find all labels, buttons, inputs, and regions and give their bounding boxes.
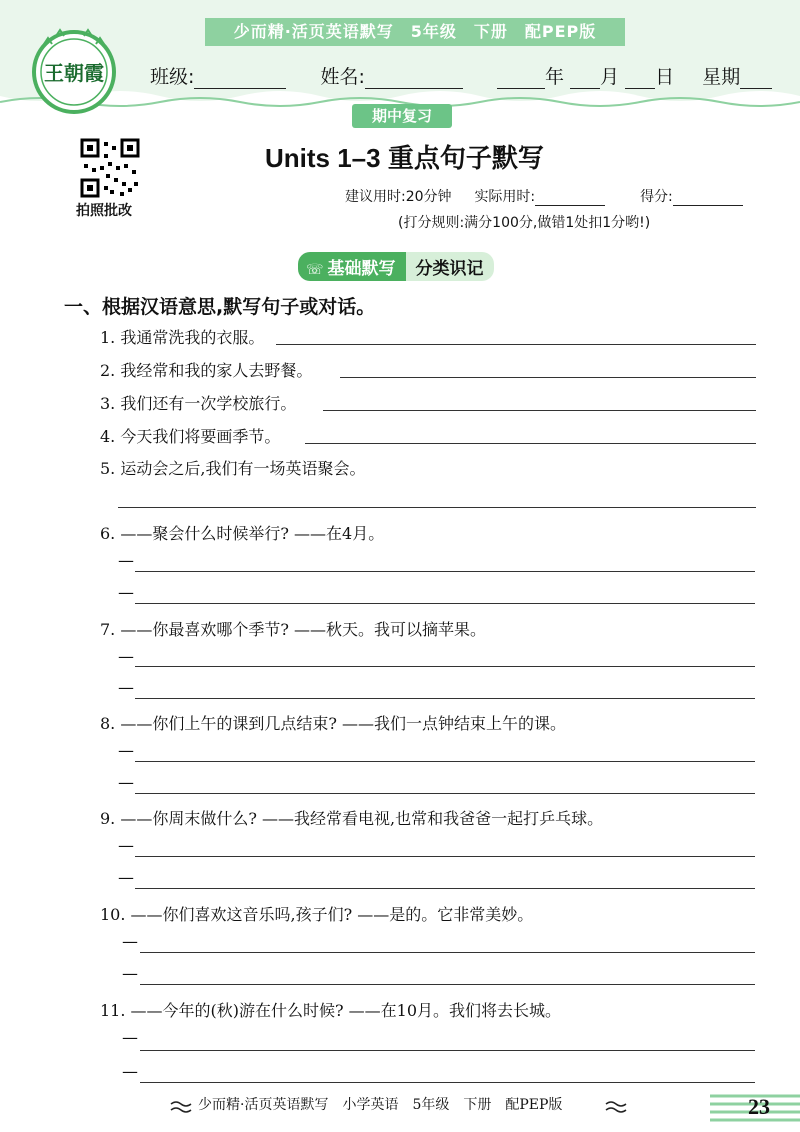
answer-line-7b[interactable] xyxy=(135,698,755,699)
dash: — xyxy=(118,678,134,697)
series-title-band: 少而精·活页英语默写 5年级 下册 配PEP版 xyxy=(205,18,625,46)
month-label: 月 xyxy=(600,66,620,88)
dash: — xyxy=(122,1028,138,1047)
year-field[interactable] xyxy=(497,68,545,89)
question-1: 1. 我通常洗我的衣服。 xyxy=(100,328,265,347)
answer-line-9a[interactable] xyxy=(135,856,755,857)
question-11: 11. ——今年的(秋)游在什么时候? ——在10月。我们将去长城。 xyxy=(100,1001,562,1020)
section-heading: 一、根据汉语意思,默写句子或对话。 xyxy=(64,296,376,318)
section-tag: 期中复习 xyxy=(352,104,452,128)
answer-line-2[interactable] xyxy=(340,377,756,378)
weekday-field[interactable] xyxy=(740,68,772,89)
question-6: 6. ——聚会什么时候举行? ——在4月。 xyxy=(100,524,385,543)
qr-code-icon[interactable] xyxy=(80,138,140,198)
dash: — xyxy=(122,932,138,951)
time-score-row xyxy=(345,186,743,206)
suggested-time: 建议用时:20分钟 xyxy=(345,189,452,205)
brand-logo xyxy=(26,22,146,118)
month-field[interactable] xyxy=(570,68,600,89)
name-label: 姓名: xyxy=(320,66,365,88)
dash: — xyxy=(118,551,134,570)
answer-line-4[interactable] xyxy=(305,443,756,444)
scoring-rule: (打分规则:满分100分,做错1处扣1分哟!) xyxy=(398,215,651,231)
svg-text:王朝霞: 王朝霞 xyxy=(44,61,104,85)
dash: — xyxy=(122,1062,138,1081)
answer-line-9b[interactable] xyxy=(135,888,755,889)
answer-line-7a[interactable] xyxy=(135,666,755,667)
question-4: 4. 今天我们将要画季节。 xyxy=(100,427,281,446)
qr-label: 拍照批改 xyxy=(76,203,132,219)
question-8: 8. ——你们上午的课到几点结束? ——我们一点钟结束上午的课。 xyxy=(100,714,567,733)
question-3: 3. 我们还有一次学校旅行。 xyxy=(100,394,297,413)
class-field[interactable] xyxy=(194,68,286,89)
wave-left-icon xyxy=(170,1100,194,1114)
actual-time-label: 实际用时: xyxy=(474,189,536,205)
day-label: 日 xyxy=(655,66,675,88)
name-field[interactable] xyxy=(365,68,463,89)
answer-line-10b[interactable] xyxy=(140,984,755,985)
question-9: 9. ——你周末做什么? ——我经常看电视,也常和我爸爸一起打乒乓球。 xyxy=(100,809,604,828)
dash: — xyxy=(118,868,134,887)
pill-left: ☏ 基础默写 xyxy=(298,252,406,281)
page-number: 23 xyxy=(748,1094,770,1119)
answer-line-11a[interactable] xyxy=(140,1050,755,1051)
question-7: 7. ——你最喜欢哪个季节? ——秋天。我可以摘苹果。 xyxy=(100,620,487,639)
answer-line-5[interactable] xyxy=(118,507,756,508)
class-label: 班级: xyxy=(150,66,195,88)
weekday-label: 星期 xyxy=(702,66,741,88)
wave-right-icon xyxy=(605,1100,629,1114)
student-info-row xyxy=(150,62,772,89)
score-label: 得分: xyxy=(640,189,673,205)
actual-time-field[interactable] xyxy=(535,191,605,206)
footer-text: 少而精·活页英语默写 小学英语 5年级 下册 配PEP版 xyxy=(198,1097,563,1113)
lamp-icon: ☏ xyxy=(306,262,324,278)
answer-line-6a[interactable] xyxy=(135,571,755,572)
dash: — xyxy=(118,583,134,602)
answer-line-10a[interactable] xyxy=(140,952,755,953)
answer-line-8a[interactable] xyxy=(135,761,755,762)
answer-line-6b[interactable] xyxy=(135,603,755,604)
pill-right: 分类识记 xyxy=(406,252,494,281)
question-10: 10. ——你们喜欢这音乐吗,孩子们? ——是的。它非常美妙。 xyxy=(100,905,534,924)
answer-line-1[interactable] xyxy=(276,344,756,345)
question-2: 2. 我经常和我的家人去野餐。 xyxy=(100,361,313,380)
answer-line-3[interactable] xyxy=(323,410,756,411)
section-pill xyxy=(298,252,494,281)
answer-line-8b[interactable] xyxy=(135,793,755,794)
score-field[interactable] xyxy=(673,191,743,206)
dash: — xyxy=(118,773,134,792)
dash: — xyxy=(118,741,134,760)
day-field[interactable] xyxy=(625,68,655,89)
answer-line-11b[interactable] xyxy=(140,1082,755,1083)
question-5: 5. 运动会之后,我们有一场英语聚会。 xyxy=(100,459,366,478)
page-title: Units 1–3 重点句子默写 xyxy=(265,143,544,173)
dash: — xyxy=(118,836,134,855)
dash: — xyxy=(118,647,134,666)
dash: — xyxy=(122,964,138,983)
year-label: 年 xyxy=(545,66,565,88)
